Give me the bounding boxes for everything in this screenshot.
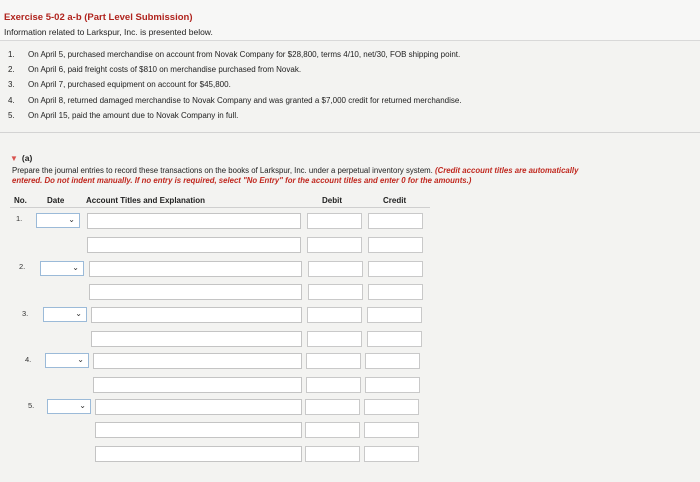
transaction-list [8, 50, 698, 126]
account-title-input[interactable] [89, 284, 302, 300]
list-item: 2. On April 6, paid freight costs of $810 on merchandise purchased from Novak. [8, 65, 302, 75]
list-item: 5. On April 15, paid the amount due to Novak Company in full. [8, 110, 239, 120]
account-title-input[interactable] [93, 353, 302, 369]
exercise-title: Exercise 5-02 a-b (Part Level Submission) [4, 12, 193, 23]
account-title-input[interactable] [89, 261, 302, 277]
debit-input[interactable] [305, 399, 360, 415]
entry-number: 4. [25, 355, 32, 364]
section-divider [0, 132, 700, 133]
exercise-header [0, 0, 700, 41]
credit-input[interactable] [368, 261, 423, 277]
column-header-no: No. [14, 196, 27, 205]
column-header-debit: Debit [322, 196, 342, 205]
date-select[interactable] [45, 353, 89, 368]
debit-input[interactable] [305, 422, 360, 438]
credit-input[interactable] [367, 331, 422, 347]
account-title-input[interactable] [95, 446, 302, 462]
date-select[interactable] [36, 213, 80, 228]
credit-input[interactable] [368, 237, 423, 253]
debit-input[interactable] [306, 353, 361, 369]
account-title-input[interactable] [93, 377, 302, 393]
chevron-down-icon: ⌄ [75, 309, 82, 318]
account-title-input[interactable] [87, 237, 301, 253]
chevron-down-icon: ⌄ [79, 401, 86, 410]
chevron-down-icon: ⌄ [72, 263, 79, 272]
credit-input[interactable] [367, 307, 422, 323]
list-item: 4. On April 8, returned damaged merchandise to Novak Company and was granted a $7,000 credit for returned merchandise. [8, 95, 462, 105]
exercise-info: Information related to Larkspur, Inc. is presented below. [4, 27, 213, 37]
entry-number: 1. [16, 214, 23, 223]
account-title-input[interactable] [91, 307, 302, 323]
entry-number: 3. [22, 309, 29, 318]
credit-input[interactable] [364, 422, 419, 438]
credit-input[interactable] [368, 284, 423, 300]
header-divider [10, 207, 430, 208]
caret-down-icon: ▼ [10, 154, 18, 163]
list-item: 1. On April 5, purchased merchandise on account from Novak Company for $28,800, terms 4/10, net/30, FOB shipping point. [8, 50, 461, 59]
date-select[interactable] [47, 399, 91, 414]
debit-input[interactable] [307, 213, 362, 229]
debit-input[interactable] [307, 237, 362, 253]
credit-input[interactable] [364, 446, 419, 462]
column-header-date: Date [47, 196, 65, 205]
date-select[interactable] [40, 261, 84, 276]
credit-input[interactable] [368, 213, 423, 229]
account-title-input[interactable] [91, 331, 302, 347]
debit-input[interactable] [307, 331, 362, 347]
account-title-input[interactable] [87, 213, 301, 229]
account-title-input[interactable] [95, 422, 302, 438]
entry-number: 5. [28, 401, 35, 410]
chevron-down-icon: ⌄ [68, 215, 75, 224]
debit-input[interactable] [308, 284, 363, 300]
credit-input[interactable] [364, 399, 419, 415]
list-item: 3. On April 7, purchased equipment on account for $45,800. [8, 80, 231, 90]
account-title-input[interactable] [95, 399, 302, 415]
column-header-credit: Credit [383, 196, 407, 205]
entry-number: 2. [19, 262, 26, 271]
date-select[interactable] [43, 307, 87, 322]
debit-input[interactable] [305, 446, 360, 462]
debit-input[interactable] [307, 307, 362, 323]
credit-input[interactable] [365, 377, 420, 393]
part-a-instructions: Prepare the journal entries to record these transactions on the books of Larkspur, Inc. under a perpetual inventory system. (Credit account titles are automatically entered. Do not indent manually. If no entry is required, select "No Entry" for the account titles and enter 0 for the amounts.) [12, 166, 579, 185]
debit-input[interactable] [308, 261, 363, 277]
debit-input[interactable] [306, 377, 361, 393]
chevron-down-icon: ⌄ [77, 355, 84, 364]
credit-input[interactable] [365, 353, 420, 369]
column-header-account: Account Titles and Explanation [86, 196, 205, 205]
part-a-toggle[interactable]: ▼ (a) [10, 153, 33, 163]
